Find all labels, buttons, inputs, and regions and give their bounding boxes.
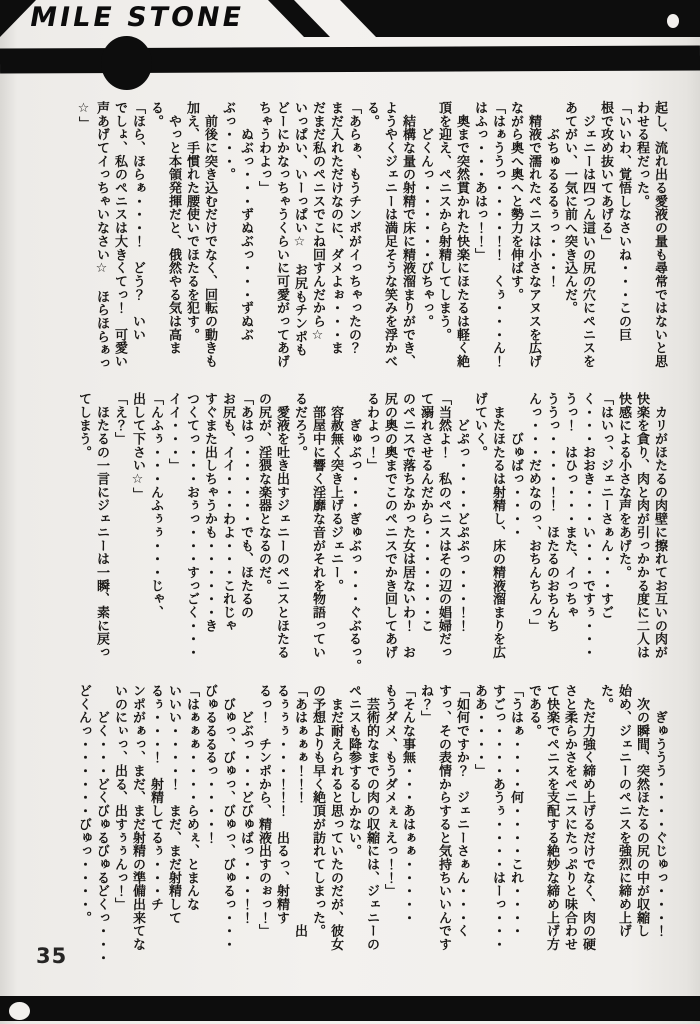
text-column: 精液で濡れたペニスは小さなアヌスを広げ (526, 101, 541, 368)
text-column: 頂を迎え、ペニスから射精してしまう。 (436, 101, 451, 342)
text-column: ああ・・・・」 (472, 684, 487, 778)
text-column: どく・・・どくびゅるびゅるどくっ・・・ (94, 684, 109, 965)
text-band-bottom (74, 684, 668, 964)
text-column: てしまう。 (76, 392, 91, 459)
text-column: 「うはぁ・・・・何・・・・これ・・・・ (508, 684, 523, 938)
text-column: るだろう。 (292, 392, 307, 459)
text-column: もうダメ、もうダメぇぇえっ！！」 (382, 684, 397, 898)
text-column: 「あらぁ、もうチンポがイっちゃったの？ (346, 101, 361, 355)
text-column: ほたるの一言にジェニーは一瞬、素に戻っ (94, 392, 109, 659)
text-column: るわよっ！」 (364, 392, 379, 473)
text-column: て溺れさせるんだから・・・・・・・こ (418, 392, 433, 633)
text-column: いいい・・・・！ まだ、まだ射精して (166, 684, 181, 925)
text-column: いのにぃっ、出る、出すぅぅんっ！」 (112, 684, 127, 911)
text-column: ながら奥へ奥へと勢力を伸ばす。 (508, 101, 523, 302)
text-column: 始め、ジェニーのペニスを強烈に締め上げ (616, 684, 631, 938)
text-column: びゅばっ・・・・ (508, 392, 523, 539)
diagonal-stripe-decoration (268, 0, 348, 37)
text-column: カリがほたるの肉壁に擦れてお互いの肉が (652, 392, 667, 659)
text-column: いっぱい、いーっぱい☆ お尻もチンポも (292, 101, 307, 357)
text-column: お尻も、イイ・・・わよ・・・これじゃ (220, 392, 235, 633)
text-column: 出して下さい☆」 (130, 392, 145, 501)
text-column: 愛液を吐き出すジェニーのペニスとほたる (274, 392, 289, 659)
text-column: て快楽でペニスを支配する絶妙な締め上げ方 (544, 684, 559, 951)
text-column: やっと本領発揮だと、俄然やる気は高ま (166, 101, 181, 355)
text-column: 「そんな事無・・・あはぁぁ・・・・・ (400, 684, 415, 925)
white-dot-decoration (667, 14, 679, 28)
text-column: ううっ・・・・！！ ほたるのおちんち (544, 392, 559, 633)
text-column: げていく。 (472, 392, 487, 459)
text-column: ぶっ・・・。 (220, 101, 235, 182)
text-column: ☆」 (76, 101, 91, 130)
text-column: るぅぅぅ・・・！！！ 出るっ、射精す (274, 684, 289, 925)
text-column: 「はぁううっ・・・・！！ くぅ・・・ん！ (490, 101, 505, 368)
text-column: た。 (598, 684, 613, 711)
text-column: どぷっ・・・・どぷぷっ・・・！！ (454, 392, 469, 633)
page-number: 35 (36, 944, 68, 968)
text-column: どくんっ・・・・・・びちゃっ。 (418, 101, 433, 328)
text-column: のペニスで落ちなかった女は居ないわ！ お (400, 392, 415, 659)
text-column: わせる程だった。 (634, 101, 649, 208)
text-column: すっ、その表情からすると気持ちいいんです (436, 684, 451, 951)
text-column: 尻の奥の奥までこのペニスでかき回してあげ (382, 392, 397, 659)
text-column: まだ入れただけなのに、ダメよぉ・・・ま (328, 101, 343, 355)
text-column: るぅ・・・！ 射精してるぅ・・・チ (148, 684, 163, 911)
text-column: ぎゅぶっ・・・ぎゅぶっ・・・ぐぶるっ。 (346, 392, 361, 673)
text-column: ぶちゅるるるぅっ・・・！ (544, 101, 559, 288)
text-column: またほたるは射精し、床の精液溜まりを広 (490, 392, 505, 659)
text-column: すごっ・・・・あうぅ・・・・はーっ・・・ (490, 684, 505, 951)
footer-white-dot-decoration (9, 1002, 30, 1020)
text-column: 容赦無く突き上げるジェニー。 (328, 392, 343, 593)
text-column: でしょ、私のペニスは大きくてっ！ 可愛い (112, 101, 127, 368)
text-column: 「あはっ・・・・・・でも、ほたるの (238, 392, 253, 619)
text-column: どーにかなっちゃうくらいに可愛がってあげ (274, 101, 289, 368)
text-column: である。 (526, 684, 541, 738)
text-column: 快感による小さな声をあげた。 (616, 392, 631, 579)
text-column: イイ・・・」 (166, 392, 181, 473)
text-column: あてがい、一気に前へ突き込んだ。 (562, 101, 577, 315)
milestone-circle-decoration (101, 36, 152, 90)
text-column: く・・・おおき・・・い・・・ですぅ・・・ (580, 392, 595, 659)
text-column: どぶっ・・・どびゅばっ・・・！！ (238, 684, 253, 925)
text-column: ただ力強く締め上げるだけでなく、肉の硬 (580, 684, 595, 951)
text-column: 「はいっ、ジェニーさぁん・・・すご (598, 392, 613, 619)
text-column: ぬぶっ・・・ずぬぶっ・・・ずぬぶ (238, 101, 253, 342)
text-column: る。 (148, 101, 163, 128)
text-column: つくてっ・・・おぅっ・・・すっごく・・・ (184, 392, 199, 659)
text-column: の予想よりも早く絶頂が訪れてしまった。 (310, 684, 325, 938)
footer-black-bar (0, 996, 700, 1021)
text-column: ペニスも降参するしかない。 (346, 684, 361, 858)
text-band-middle (74, 392, 668, 673)
text-column: 「んふぅ・・・んふぅぅ・・・じゃ、 (148, 392, 163, 619)
text-band-top (74, 101, 668, 385)
text-column: 芸術的なまでの肉の収縮には、ジェニーの (364, 684, 379, 951)
text-column: びゅるるるるっ・・・・！ (202, 684, 217, 845)
text-column: だまだ私のペニスでこね回すんだから☆ (310, 101, 325, 344)
text-column: さと柔らかさをペニスにたっぷりと味合わせ (562, 684, 577, 951)
text-column: る。 (364, 101, 379, 128)
text-column: ね？」 (418, 684, 433, 725)
text-column: 「いいわ、覚悟しなさいね・・・この巨 (616, 101, 631, 342)
text-column: 「如何ですか？ ジェニーさぁん・・・く (454, 684, 469, 938)
text-column: 「え？」 (112, 392, 127, 446)
text-column: うっ！ はひっ・・・また、イっちゃ (562, 392, 577, 619)
text-column: びゅっ、びゅっ、びゅっ、びゅるっ・・・ (220, 684, 235, 951)
text-column: 加え、手慣れた腰使いでほたるを犯す。 (184, 101, 199, 342)
text-column: 「はぁぁぁ・・・・らめぇ、とまんな (184, 684, 199, 911)
text-column: 「ほら、ほらぁ・・・！ どう？ いい (130, 101, 145, 342)
text-column: 「当然よ！ 私のペニスはその辺の娼婦だっ (436, 392, 451, 659)
text-column: の尻が、淫猥な楽器となるのだ。 (256, 392, 271, 593)
text-column: るっ！ チンポから、精液出すのぉっ！」 (256, 684, 271, 938)
text-column: ンポがぁっ、まだ、まだ射精の準備出来てな (130, 684, 145, 951)
text-column: 前後に突き込むだけでなく、回転の動きも (202, 101, 217, 368)
text-column: はふっ・・・あはっ！！」 (472, 101, 487, 262)
text-column: んっ・・・だめなのっ、おちんちんっ」 (526, 392, 541, 633)
text-column: 奥まで突然貫かれた快楽にほたるは軽く絶 (454, 101, 469, 368)
header-black-band (326, 0, 700, 37)
text-column: 快楽を貪り、肉と肉が引っかかる度に二人は (634, 392, 649, 659)
text-column: 次の瞬間、突然ほたるの尻の中が収縮し (634, 684, 649, 938)
text-column: 根で攻め抜いてあげる」 (598, 101, 613, 248)
text-column: ちゃうわよっ」 (256, 101, 271, 195)
text-column: ようやくジェニーは満足そうな笑みを浮かべ (382, 101, 397, 368)
text-column: 部屋中に響く淫靡な音がそれを物語ってい (310, 392, 325, 659)
text-column: まだ耐えられると思っていたのだが、彼女 (328, 684, 343, 951)
text-column: 起し、流れ出る愛液の量も尋常ではないと思 (652, 101, 667, 368)
text-column: ジェニーは四つん這いの尻の穴にペニスを (580, 101, 595, 368)
text-column: 声あげてイっちゃいなさい☆ ほらほらぁっ (94, 101, 109, 370)
text-column: 「あはぁぁぁ！！！ 出 (292, 684, 307, 938)
text-column: どくんっ・・・・・・びゅっ・・・・。 (76, 684, 91, 925)
text-column: すぐまた出しちゃうかも・・・・・・き (202, 392, 217, 633)
milestone-logo: MILE STONE (27, 2, 247, 33)
text-column: 結構な量の射精で床に精液溜まりができ、 (400, 101, 415, 368)
text-column: ぎゅううう・・・・ぐじゅっ・・・！ (652, 684, 667, 938)
